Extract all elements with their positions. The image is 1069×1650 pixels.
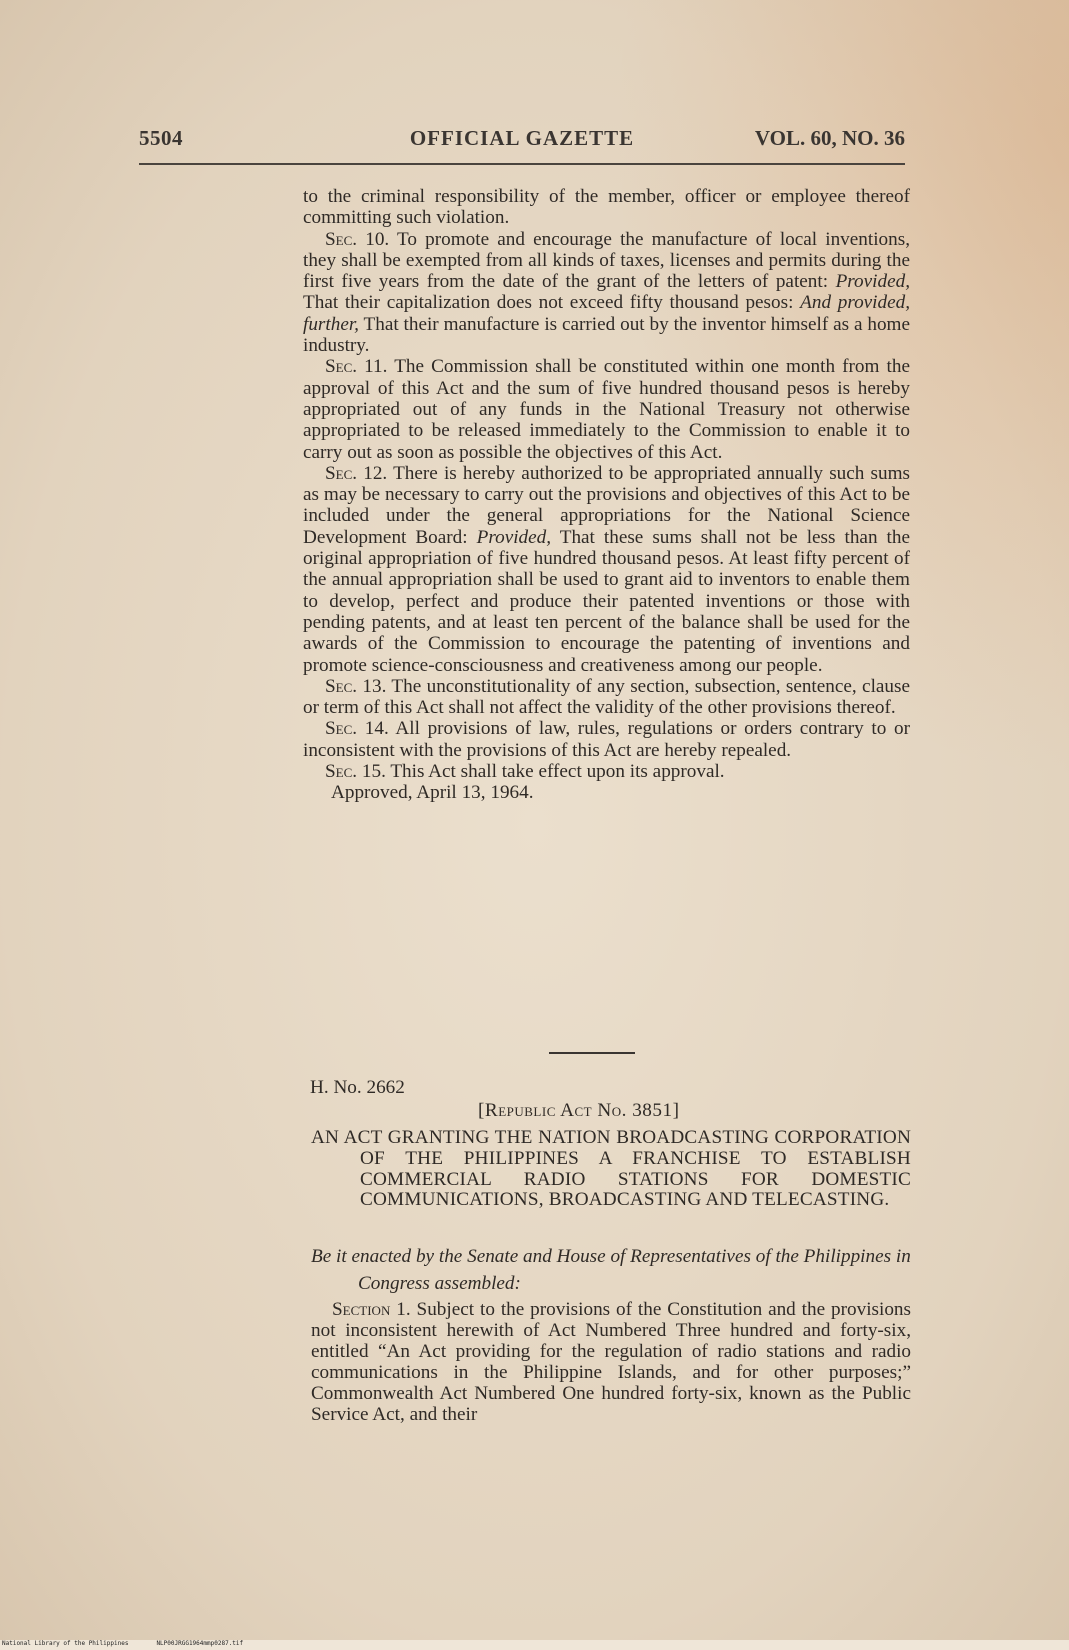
section-label: Sec. 12. [325, 462, 388, 484]
section-15 [303, 761, 910, 782]
running-head [139, 124, 905, 154]
paragraph-continuation: to the criminal responsibility of the member, officer or employee thereof committing such violation. [303, 186, 910, 229]
proviso: Provided, [476, 526, 552, 548]
section-10 [303, 229, 910, 357]
section-label: Sec. 10. [325, 228, 390, 250]
proviso: Provided, [835, 271, 910, 293]
section-divider [549, 1052, 635, 1054]
section-text: The Commission shall be constituted within one month from the approval of this Act and the sum of five hundred thousand pesos is hereby appropriated out of any funds in the National Treasury not otherwise appropriated to be released immediately to the Commission to enable it to carry out as soon as possible the objectives of this Act. [303, 356, 910, 463]
section-11 [303, 356, 910, 462]
section-1 [311, 1300, 911, 1425]
section-label: Sec. 13. [325, 675, 387, 697]
section-text: The unconstitutionality of any section, subsection, sentence, clause or term of this Act shall not affect the validity of the other provisions thereof. [303, 675, 910, 719]
publication-title: OFFICIAL GAZETTE [409, 126, 635, 150]
act-title: AN ACT GRANTING THE NATION BROADCASTING CORPORATION OF THE PHILIPPINES A FRANCHISE TO ESTABLISH COMMERCIAL RADIO STATIONS FOR DOMESTIC COMMUNICATIONS, BROADCASTING AND TELECASTING. [311, 1127, 911, 1211]
volume-number: VOL. 60, NO. 36 [754, 126, 905, 150]
section-text: Subject to the provisions of the Constitution and the provisions not inconsistent herewith of Act Numbered Three hundred and forty-six, entitled “An Act providing for the regulation of radio stations and radio communications in the Philippine Islands, and for other purposes;” Commonwealth Act Numbered One hundred forty-six, known as the Public Service Act, and their [311, 1299, 911, 1425]
section-text: To promote and encourage the manufacture of local inventions, they shall be exempted from all kinds of taxes, licenses and permits during the first five years from the date of the grant of the letters of patent: [303, 228, 910, 293]
section-label: Sec. 11. [325, 356, 388, 378]
scan-filename: NLP00JRGG1964mmp0287.tif [156, 1640, 244, 1647]
page-number: 5504 [139, 126, 183, 150]
section-text: That these sums shall not be less than the original appropriation of five hundred thousand pesos. At least fifty percent of the annual appropriation shall be used to grant aid to inventors to enable them to develop, perfect and produce their patented inventions or those with pending patents, and at least ten percent of the balance shall be used for the awards of the Commission to encourage the patenting of inventions and promote science-consciousness and creativeness among our people. [303, 526, 910, 676]
enacting-clause: Be it enacted by the Senate and House of Representatives of the Philippines in Congress assembled: [311, 1246, 911, 1294]
section-label: Section 1. [332, 1299, 411, 1320]
section-text: There is hereby authorized to be appropriated annually such sums as may be necessary to carry out the provisions and objectives of this Act to be included under the general appropriations for the National Science Development Board: [303, 462, 910, 548]
section-label: Sec. 15. [325, 761, 386, 783]
section-text: This Act shall take effect upon its approval. [390, 761, 725, 783]
section-label: Sec. 14. [325, 718, 389, 740]
section-text: That their capitalization does not exceed fifty thousand pesos: [303, 292, 794, 314]
approval-date: Approved, April 13, 1964. [331, 782, 534, 804]
section-13 [303, 676, 910, 719]
library-credit: National Library of the Philippines [2, 1640, 129, 1647]
house-bill-number: H. No. 2662 [310, 1077, 405, 1098]
republic-act-number: [Republic Act No. 3851] [478, 1100, 680, 1121]
section-text: That their manufacture is carried out by the inventor himself as a home industry. [303, 313, 910, 357]
section-text: All provisions of law, rules, regulations or orders contrary to or inconsistent with the provisions of this Act are hereby repealed. [303, 718, 910, 761]
section-14 [303, 718, 910, 761]
header-rule [139, 163, 905, 165]
act-continuation-text [303, 186, 910, 804]
section-12 [303, 463, 910, 676]
scan-footer [0, 1640, 1069, 1650]
proviso: And provided, further, [303, 292, 911, 335]
